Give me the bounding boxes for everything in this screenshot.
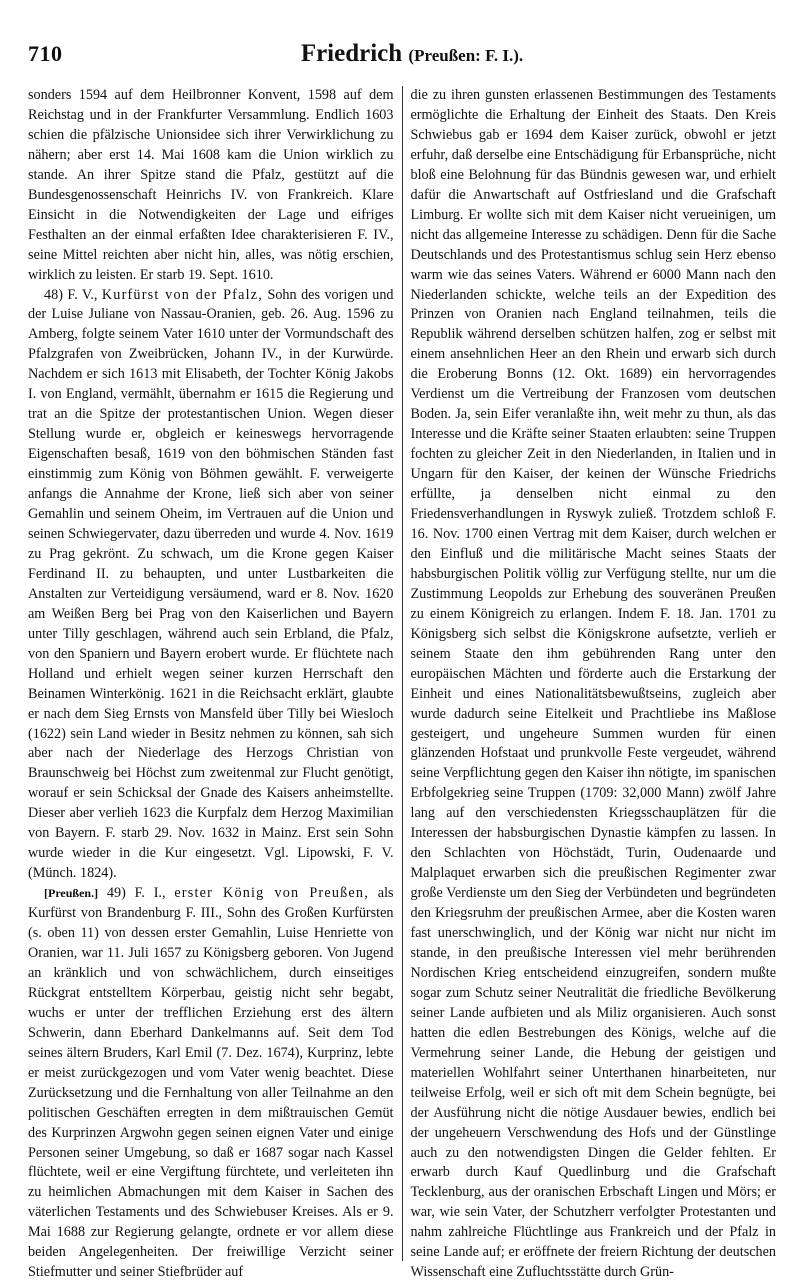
left-column: [28, 86, 402, 1281]
running-title: Friedrich: [300, 40, 403, 67]
text-columns: [28, 86, 776, 1281]
entry-title: Kurfürst von der Pfalz,: [101, 286, 263, 303]
section-tag: [Preußen.]: [44, 886, 99, 901]
entry-friedrich-i-prussia: [28, 884, 394, 1283]
entry-body: Sohn des vorigen und der Luise Juliane von Nassau-Oranien, geb. 26. Aug. 1596 zu Amberg, folgte seinem Vater 1610 unter der Vormundschaft des Pfalzgrafen von Zweibrücken, Johann IV., in der Kurwürde. Nachdem er sich 1613 mit Elisabeth, der Tochter König Jakobs I. von England, vermählt, übernahm er 1615 die Regierung und trat an die Spitze der protestantischen Union. Wegen dieser Stellung wurde er, obgleich er keineswegs hervorragende Eigenschaften besaß, 1619 von den böhmischen Ständen fast einstimmig zum König von Böhmen gewählt. F. verweigerte anfangs die Annahme der Krone, ließ sich aber von seiner Gemahlin und seinem Oheim, im Vertrauen auf die Union und seinen Schwiegervater, dazu überreden und wurde 4. Nov. 1619 zu Prag gekrönt. Zu schwach, um die Krone gegen Kaiser Ferdinand II. zu behaupten, und unter Lustbarkeiten die Anstalten zur Verteidigung versäumend, ward er 8. Nov. 1620 am Weißen Berg bei Prag von den Kaiserlichen und Bayern unter Tilly geschlagen, während auch sein Erbland, die Pfalz, von den Spaniern und Bayern erobert wurde. Er flüchtete nach Holland und erhielt wegen seiner kurzen Herrschaft den Beinamen Winterkönig. 1621 in die Reichsacht erklärt, glaubte er nach dem Sieg Ernsts von Mansfeld über Tilly bei Wiesloch (1622) sein Land wieder in Besitz nehmen zu können, sah sich aber nach der Niederlage des Herzogs Christian von Braunschweig bei Höchst zum zweitenmal zur Flucht genötigt, worauf er sein Schicksal der Gnade des Kaisers anheimstellte. Dieser aber verlieh 1623 die Kurpfalz dem Herzog Maximilian von Bayern. F. starb 29. Nov. 1632 in Mainz. Erst sein Sohn wurde wieder in die Kur eingesetzt. Vgl. Lipowski, F. V. (Münch. 1824).: [28, 286, 394, 882]
entry-title: erster König von Preußen,: [174, 885, 369, 902]
entry-number: 48) F. V.,: [44, 286, 98, 303]
running-subtitle: (Preußen: F. I.).: [408, 46, 524, 65]
right-column: [403, 86, 777, 1281]
running-head: [88, 40, 776, 68]
entry-number: 49) F. I.,: [106, 885, 166, 902]
paragraph-friedrich-i-continued: die zu ihren gunsten erlassenen Bestimmungen des Testaments ermöglichte die Erhaltung der Einheit des Staats. Den Kreis Schwiebus gab er 1694 dem Kaiser zurück, obwohl er jetzt erfuhr, daß derselbe eine Entschädigung für Erbansprüche, nicht bloß eine Belohnung für das Bündnis gewesen war, und erhielt dafür die Anwartschaft auf Ostfriesland und die Grafschaft Limburg. Er wollte sich mit dem Kaiser nicht verueinigen, um nicht das allgemeine Interesse zu schädigen. Denn für die Sache Deutschlands und des Protestantismus schlug sein Herz ebenso warm wie das seines Vaters. Während er 6000 Mann nach den Niederlanden schickte, welche teils an der Expedition des Prinzen von Oranien nach England teilnahmen, teils die Republik während derselben schützen halfen, zog er selbst mit einem ansehnlichen Heer an den Rhein und erwarb sich durch die Eroberung Bonns (12. Okt. 1689) ein hervorragendes Verdienst um die Vertreibung der Franzosen vom deutschen Boden. Ja, sein Eifer veranlaßte ihn, weit mehr zu thun, als das Interesse und die Kräfte seiner Staaten erlaubten: seine Truppen fochten zu gleicher Zeit in den Niederlanden, in Italien und in Ungarn für den Kaiser, der keinen der Wünsche Friedrichs erfüllte, ja denselben nicht einmal zu den Friedensverhandlungen in Ryswyk zuließ. Trotzdem schloß F. 16. Nov. 1700 einen Vertrag mit dem Kaiser, durch welchen er den Einfluß und die militärische Macht seines Staats der habsburgischen Politik völlig zur Verfügung stellte, nur um die Zustimmung Leopolds zur Erhebung des souveränen Preußen zu einem Königreich zu erlangen. Indem F. 18. Jan. 1701 zu Königsberg sich selbst die Königskrone aufsetzte, verlieh er seinem Staate den ihm gebührenden Rang unter den europäischen Mächten und förderte auch die Erstarkung der Einheit und eines Nationalitätsbewußtseins, zugleich aber wurde dadurch seine Eitelkeit und Prachtliebe ins Maßlose gesteigert, und ungeheure Summen wurden für einen glänzenden Hofstaat und prunkvolle Feste vergeudet, während seine Verpflichtung gegen den Kaiser ihn nötigte, im spanischen Erbfolgekrieg seine Truppen (1709: 32,000 Mann) zwölf Jahre lang auf den verschiedensten Kriegsschauplätzen für die Interessen der habsburgischen Dynastie kämpfen zu lassen. In den Schlachten von Höchstädt, Turin, Oudenaarde und Malplaquet erwarben sich die preußischen Regimenter zwar große Verdienste um den Sieg der Verbündeten und begründeten den Kriegsruhm der preußischen Armee, aber die Kosten waren fast unerschwinglich, und der König war nicht nur nicht im stande, in den preußische Interessen viel mehr berührenden Nordischen Krieg entscheidend einzugreifen, sondern mußte sogar zum Schutz seiner Neutralität die friedliche Bevölkerung seiner Lande aufbieten und als Miliz organisieren. Auch sonst hatten die edlen Bestrebungen des Königs, welche auf die Vermehrung seiner Lande, die Hebung der geistigen und materiellen Wohlfahrt seiner Unterthanen hinarbeiteten, nur teilweise Erfolg, weil er sich oft mit dem Schein begnügte, bei der Ausführung nicht die nötige Ausdauer bewies, endlich bei der ungeheuern Verschwendung des Hofs und der Günstlinge auch zu den notwendigsten Dingen die Gelder fehlten. Er erwarb durch Kauf Quedlinburg und die Grafschaft Tecklenburg, aus der oranischen Erbschaft Lingen und Mörs; er war, wie sein Vater, der Schutzherr verfolgter Protestanten und nahm zahlreiche Flüchtlinge aus Frankreich und der Pfalz in seine Lande auf; er eröffnete der freiern Richtung der deutschen Wissenschaft eine Zufluchtsstätte durch Grün-: [410, 87, 776, 1281]
entry-body: als Kurfürst von Brandenburg F. III., Sohn des Großen Kurfürsten (s. oben 11) von dessen erster Gemahlin, Luise Henriette von Oranien, war 11. Juli 1657 zu Königsberg geboren. Von Jugend an kränklich und von schwächlichem, durch einseitiges Rückgrat entstelltem Körperbau, geistig nicht sehr begabt, wuchs er unter der trefflichen Erziehung erst des ältern Schwerin, dann Eberhard Dankelmanns auf. Seit dem Tod seines ältern Bruders, Karl Emil (7. Dez. 1674), Kurprinz, lebte er meist zurückgezogen und vom Vater wenig beachtet. Diese Zurücksetzung und die Fernhaltung von aller Teilnahme an den politischen Geschäften erregten in dem mißtrauischen Gemüt des Kurprinzen Argwohn gegen seinen eignen Vater und einige Personen seiner Umgebung, so daß er 1687 sogar nach Kassel flüchtete, weil er eine Vergiftung fürchtete, und verleiteten ihn zu heimlichen Abmachungen mit dem Kaiser in Sachen des väterlichen Testaments und des Schwiebuser Kreises. Als er 9. Mai 1688 zur Regierung gelangte, ordnete er vor allem diese beiden Angelegenheiten. Der freiwillige Verzicht seiner Stiefmutter und seiner Stiefbrüder auf: [28, 885, 394, 1281]
entry-friedrich-v: [28, 286, 394, 885]
paragraph-friedrich-iv-continued: sonders 1594 auf dem Heilbronner Konvent, 1598 auf dem Reichstag und in der Frankfurter Versammlung. Endlich 1603 schien die pfälzische Unionsidee sich ihrer Verwirklichung zu nähern; aber erst 14. Mai 1608 kam die Union wirklich zu stande. An ihrer Spitze stand die Pfalz, gestützt auf die Bundesgenossenschaft Heinrichs IV. von Frankreich. Klare Einsicht in die Notwendigkeiten der Lage und eifriges Festhalten an der einmal erfaßten Idee charakterisieren F. IV., seine Mittel reichten aber nicht hin, alles, was nötig erschien, wirklich zu leisten. Er starb 19. Sept. 1610.: [28, 87, 394, 283]
page-number: 710: [28, 41, 63, 66]
page-header: [28, 40, 776, 74]
